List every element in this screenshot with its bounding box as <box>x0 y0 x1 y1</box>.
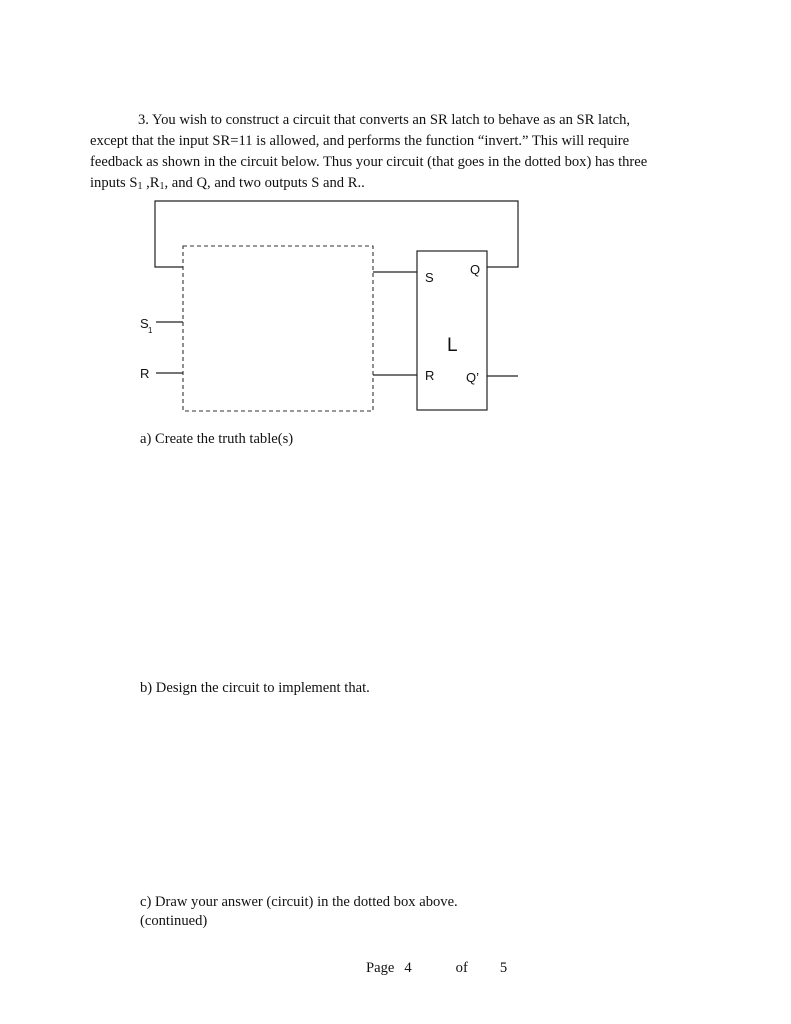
footer-of-word: of <box>455 960 468 976</box>
part-b-prompt: b) Design the circuit to implement that. <box>140 680 370 696</box>
latch-label-s: S <box>425 270 434 285</box>
footer-total-pages: 5 <box>499 960 508 976</box>
problem-line-4-part3: , and Q, and two outputs S and R.. <box>164 175 365 191</box>
dotted-box <box>183 246 373 411</box>
latch-label-q: Q <box>470 262 481 277</box>
part-a-prompt: a) Create the truth table(s) <box>140 431 294 447</box>
problem-line-4 <box>90 173 690 197</box>
problem-statement <box>90 110 690 197</box>
latch-label-l: L <box>447 335 458 356</box>
input-label-r1: R <box>140 366 150 381</box>
problem-line-4-part1: inputs S <box>90 175 138 191</box>
problem-line-4-part2: ,R <box>142 175 160 191</box>
part-c-line-2: (continued) <box>140 913 208 929</box>
problem-line-4-sub2: 1 <box>159 181 165 192</box>
part-c-prompt <box>140 893 458 931</box>
problem-line-2: except that the input SR=11 is allowed, and performs the function “invert.” This will require <box>90 133 630 149</box>
input-label-s1: S <box>140 316 149 331</box>
latch-label-qbar: Q’ <box>466 370 479 385</box>
problem-line-4-sub1: 1 <box>137 181 143 192</box>
feedback-wire <box>155 201 518 267</box>
input-label-s1-sub: 1 <box>148 326 153 335</box>
part-c-line-1: c) Draw your answer (circuit) in the dotted box above. <box>140 894 458 910</box>
latch-label-r: R <box>425 368 435 383</box>
problem-line-1: 3. You wish to construct a circuit that converts an SR latch to behave as an SR latch, <box>138 112 631 128</box>
footer-page-number: 4 <box>404 960 412 976</box>
page-footer <box>366 960 507 977</box>
problem-line-3: feedback as shown in the circuit below. Thus your circuit (that goes in the dotted box) has three <box>90 154 648 170</box>
footer-page-word: Page <box>366 960 395 976</box>
sr-latch-box <box>417 251 487 410</box>
